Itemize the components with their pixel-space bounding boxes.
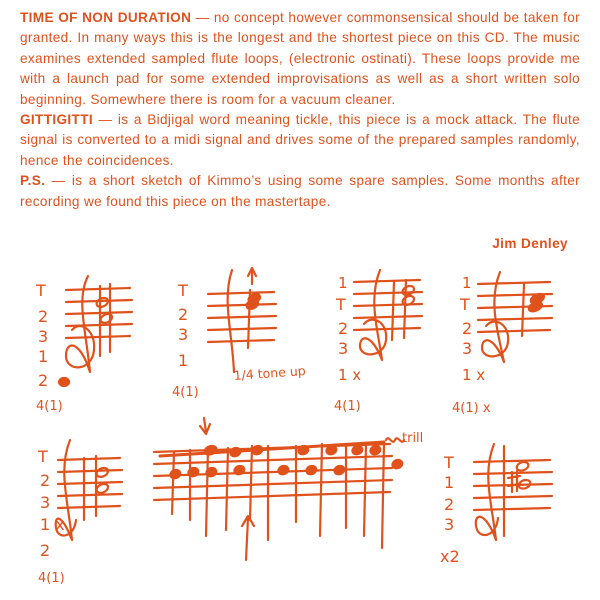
arrow-up-icon	[242, 516, 254, 560]
score-fragment-7	[440, 444, 552, 566]
fingering-label: 4(1)	[334, 399, 361, 414]
fingering-label: T	[36, 281, 46, 300]
fingering-label: 4(1)	[172, 385, 199, 400]
section-title-time-of-non-duration: TIME OF NON DURATION	[20, 10, 192, 25]
note-head	[97, 468, 108, 493]
score-fragment-3	[334, 270, 422, 414]
fingering-label: 2	[444, 495, 455, 514]
fingering-label: T	[38, 447, 48, 466]
fingering-label: 2	[38, 307, 49, 326]
fingering-label: T	[178, 281, 188, 300]
fingering-label: 2	[338, 319, 349, 338]
fingering-label: 1 x	[40, 515, 65, 534]
note-head	[247, 294, 260, 309]
fingering-label: 2	[40, 541, 51, 560]
staff-lines	[208, 292, 276, 342]
fingering-label: 1	[338, 274, 348, 292]
fingering-label: 3	[338, 339, 349, 358]
fingering-label: 1	[178, 351, 189, 370]
arrow-down-icon	[200, 418, 210, 434]
fingering-label: 2	[38, 371, 49, 390]
section-text-time-of-non-duration: — no concept however commonsensical should be taken for granted. In many ways this is the longest and the shortest piece on this CD. The music examines extended sampled flute loops, (electronic ostinati). These loops provide me with a launch pad for some extended improvisations as well as a short written solo beginning. Somewhere there is room for a vacuum cleaner.	[20, 10, 580, 107]
fingering-label: 2	[462, 319, 473, 338]
score-fragment-2	[172, 268, 306, 400]
fingering-label: 4(1)	[38, 571, 65, 586]
fingering-label: 3	[40, 493, 51, 512]
fingering-label: 2	[178, 305, 189, 324]
fingering-label: 2	[40, 471, 51, 490]
fingering-label: T	[336, 295, 346, 314]
beam	[160, 442, 384, 456]
treble-clef	[482, 272, 508, 362]
note-head	[529, 294, 544, 311]
fingering-label: 3	[178, 325, 189, 344]
fingering-label: 3	[38, 327, 49, 346]
fingering-label: 1 x	[462, 366, 486, 384]
annotation-quarter-tone: 1/4 tone up	[233, 363, 307, 383]
note-stems	[84, 456, 96, 520]
fingering-label: x2	[440, 547, 460, 566]
fingering-label: T	[444, 453, 454, 472]
section-title-gittigitti: GITTIGITTI	[20, 112, 93, 128]
score-fragment-6	[154, 418, 423, 560]
score-fragment-4	[452, 272, 552, 416]
score-fragment-5	[37, 440, 122, 586]
fingering-label: 1	[444, 473, 455, 492]
section-text-gittigitti: — is a Bidjigal word meaning tickle, this piece is a mock attack. The flute signal is converted to a midi signal and drives some of the prepared samples randomly, hence the coincidences.	[20, 112, 580, 168]
score-fragment-1	[35, 276, 132, 414]
section-text-ps: — is a short sketch of Kimmo’s using some spare samples. Some months after recording we found this piece on the mastertape.	[20, 173, 580, 209]
signature: Jim Denley	[492, 236, 568, 251]
arrow-up-icon	[248, 268, 256, 284]
fingering-label: T	[460, 295, 470, 314]
treble-clef	[360, 270, 386, 360]
fingering-label: 4(1)	[36, 399, 63, 414]
treble-clef	[476, 444, 498, 540]
note-head	[59, 378, 69, 386]
section-title-ps: P.S.	[20, 173, 46, 189]
fingering-label: 3	[444, 515, 455, 534]
fingering-label: 1	[38, 347, 49, 366]
fingering-label: 3	[462, 339, 473, 358]
trill-label: trill	[402, 431, 424, 446]
fingering-label: 1	[462, 274, 472, 292]
fingering-label: 1 x	[338, 366, 362, 384]
fingering-label: 4(1) x	[452, 401, 491, 416]
treble-clef	[228, 270, 234, 372]
note-stems	[522, 284, 524, 336]
